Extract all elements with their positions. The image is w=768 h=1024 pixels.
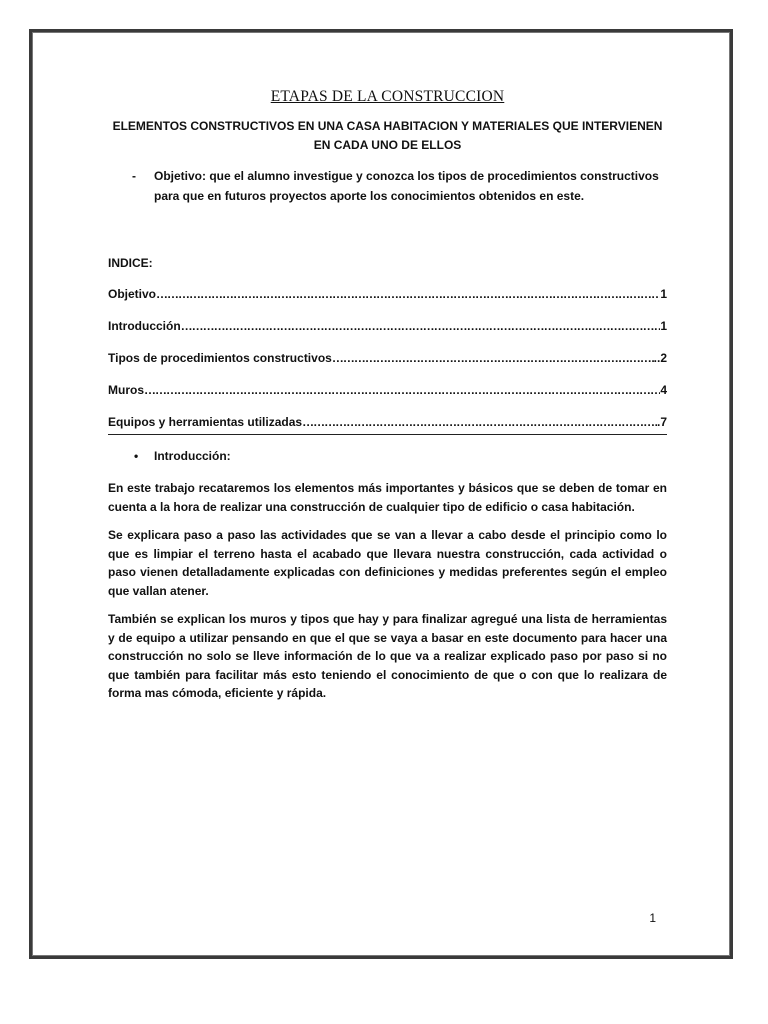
toc-entry-page: 1 [660, 287, 667, 301]
introduction-heading: Introducción: [154, 449, 231, 463]
toc-entry-tipos-procedimientos[interactable] [108, 351, 667, 366]
toc-entry-page: .7 [656, 415, 667, 429]
toc-leader-dots [181, 319, 661, 334]
intro-paragraph-3: También se explican los muros y tipos que hay y para finalizar agregué una lista de herramientas y de equipo a utilizar pensando en que el que se vaya a basar en este documento para hacer una construcción no solo se lleve información de lo que va a realizar explicado paso por paso si no que también para facilitar más esto teniendo el conocimiento de que o con que lo realizara de forma mas cómoda, eficiente y rápida. [108, 612, 667, 700]
objective-text: Objetivo: que el alumno investigue y conozca los tipos de procedimientos constructivos para que en futuros proyectos aporte los conocimientos obtenidos en este. [154, 169, 659, 203]
toc-entry-label: Muros [108, 383, 144, 397]
horizontal-divider [108, 434, 667, 435]
toc-leader-dots [302, 415, 657, 430]
toc-entry-objetivo[interactable] [108, 287, 667, 302]
introduction-heading-item [108, 449, 667, 463]
toc-leader-dots [332, 351, 654, 366]
dash-marker: - [132, 169, 136, 183]
table-of-contents [108, 287, 667, 430]
toc-entry-introduccion[interactable] [108, 319, 667, 334]
page-number: 1 [649, 911, 656, 925]
bullet-marker: • [134, 449, 139, 463]
toc-leader-dots [156, 287, 660, 302]
toc-leader-dots [144, 383, 660, 398]
objective-item [108, 166, 667, 206]
toc-entry-page: 4 [660, 383, 667, 397]
index-heading: INDICE: [108, 256, 153, 270]
toc-entry-label: Introducción [108, 319, 181, 333]
document-title: ETAPAS DE LA CONSTRUCCION [270, 88, 505, 105]
toc-entry-page: ..2 [653, 351, 667, 365]
page-content [108, 88, 667, 713]
intro-paragraph-2: Se explicara paso a paso las actividades que se van a llevar a cabo desde el principio como lo que es limpiar el terreno hasta el acabado que llevara nuestra construcción, cada actividad o paso vienen detalladamente explicadas con definiciones y medidas preferentes según el empleo que vallan atener. [108, 528, 667, 598]
toc-entry-page: 1 [660, 319, 667, 333]
toc-entry-muros[interactable] [108, 383, 667, 398]
toc-entry-label: Objetivo [108, 287, 157, 301]
intro-paragraph-1: En este trabajo recataremos los elementos más importantes y básicos que se deben de tomar en cuenta a la hora de realizar una construcción de cualquier tipo de edificio o casa habitación. [108, 481, 667, 514]
toc-entry-label: Equipos y herramientas utilizadas [108, 415, 303, 429]
document-subtitle: ELEMENTOS CONSTRUCTIVOS EN UNA CASA HABITACION Y MATERIALES QUE INTERVIENEN EN CADA UNO DE ELLOS [112, 119, 663, 152]
document-page [29, 29, 733, 959]
toc-entry-label: Tipos de procedimientos constructivos [108, 351, 332, 365]
toc-entry-equipos-herramientas[interactable] [108, 415, 667, 430]
